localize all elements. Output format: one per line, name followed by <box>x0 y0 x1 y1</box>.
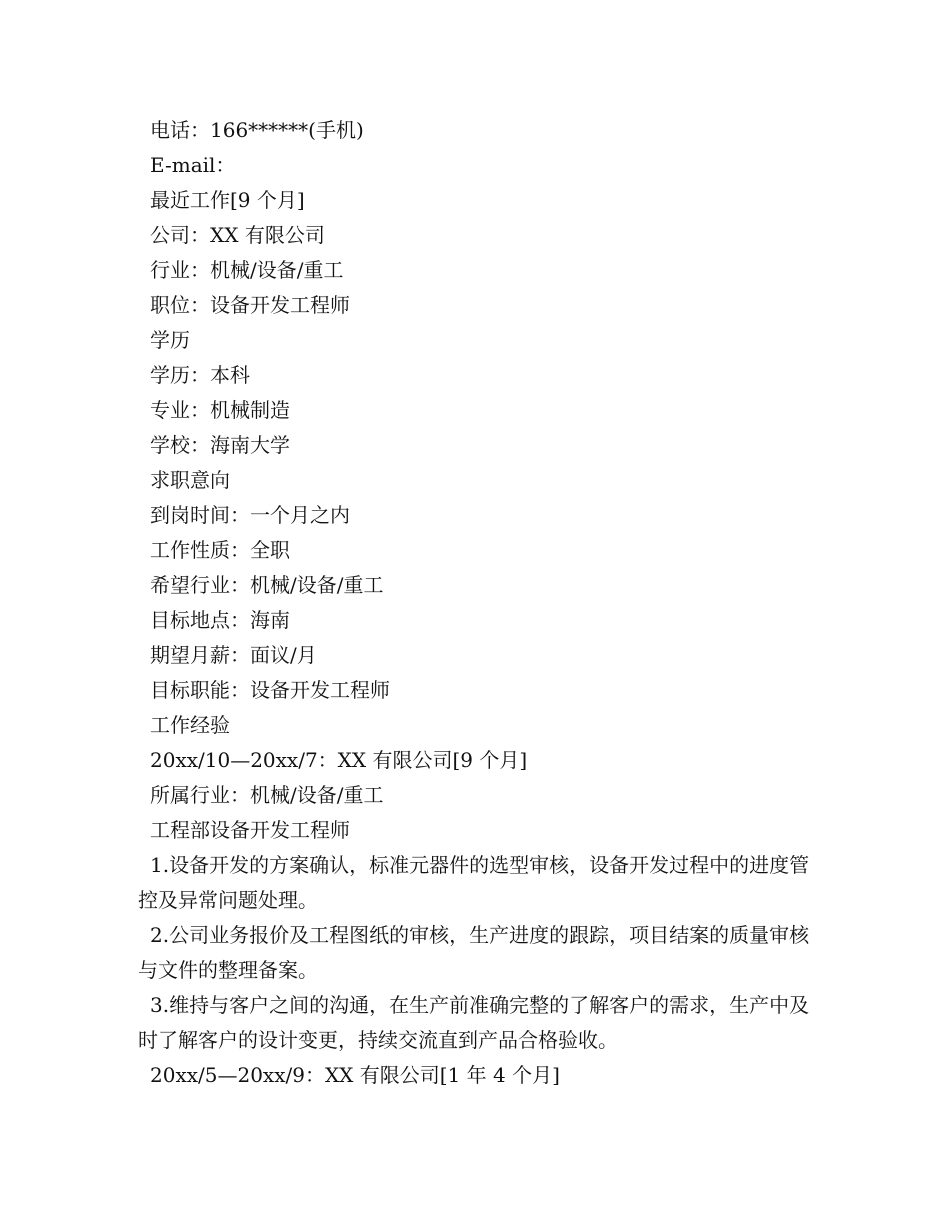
duty-item-1: 1.设备开发的方案确认，标准元器件的选型审核，设备开发过程中的进度管控及异常问题处理。 <box>138 853 810 912</box>
email-line: E-mail： <box>150 153 236 177</box>
duty-item-2: 2.公司业务报价及工程图纸的审核，生产进度的跟踪，项目结案的质量审核与文件的整理备案。 <box>138 923 810 982</box>
expected-salary-line: 期望月薪：面议/月 <box>150 643 317 667</box>
degree-line: 学历：本科 <box>150 363 250 387</box>
major-line: 专业：机械制造 <box>150 398 290 422</box>
job1-title-line: 工程部设备开发工程师 <box>150 818 350 842</box>
job2-period-line: 20xx/5—20xx/9：XX 有限公司[1 年 4 个月] <box>150 1063 560 1087</box>
experience-heading: 工作经验 <box>150 713 230 737</box>
desired-industry-line: 希望行业：机械/设备/重工 <box>150 573 384 597</box>
job1-industry-line: 所属行业：机械/设备/重工 <box>150 783 384 807</box>
recent-job-heading: 最近工作[9 个月] <box>150 188 305 212</box>
recent-company-line: 公司：XX 有限公司 <box>150 223 325 247</box>
education-heading: 学历 <box>150 328 190 352</box>
school-line: 学校：海南大学 <box>150 433 290 457</box>
arrival-time-line: 到岗时间：一个月之内 <box>150 503 350 527</box>
resume-body <box>138 113 828 1093</box>
target-function-line: 目标职能：设备开发工程师 <box>150 678 390 702</box>
recent-industry-line: 行业：机械/设备/重工 <box>150 258 344 282</box>
duty-item-3: 3.维持与客户之间的沟通，在生产前准确完整的了解客户的需求，生产中及时了解客户的设计变更，持续交流直到产品合格验收。 <box>138 993 810 1052</box>
job1-period-line: 20xx/10—20xx/7：XX 有限公司[9 个月] <box>150 748 528 772</box>
job-type-line: 工作性质：全职 <box>150 538 290 562</box>
phone-line: 电话：166******(手机) <box>150 118 364 142</box>
target-location-line: 目标地点：海南 <box>150 608 290 632</box>
intention-heading: 求职意向 <box>150 468 230 492</box>
recent-position-line: 职位：设备开发工程师 <box>150 293 350 317</box>
